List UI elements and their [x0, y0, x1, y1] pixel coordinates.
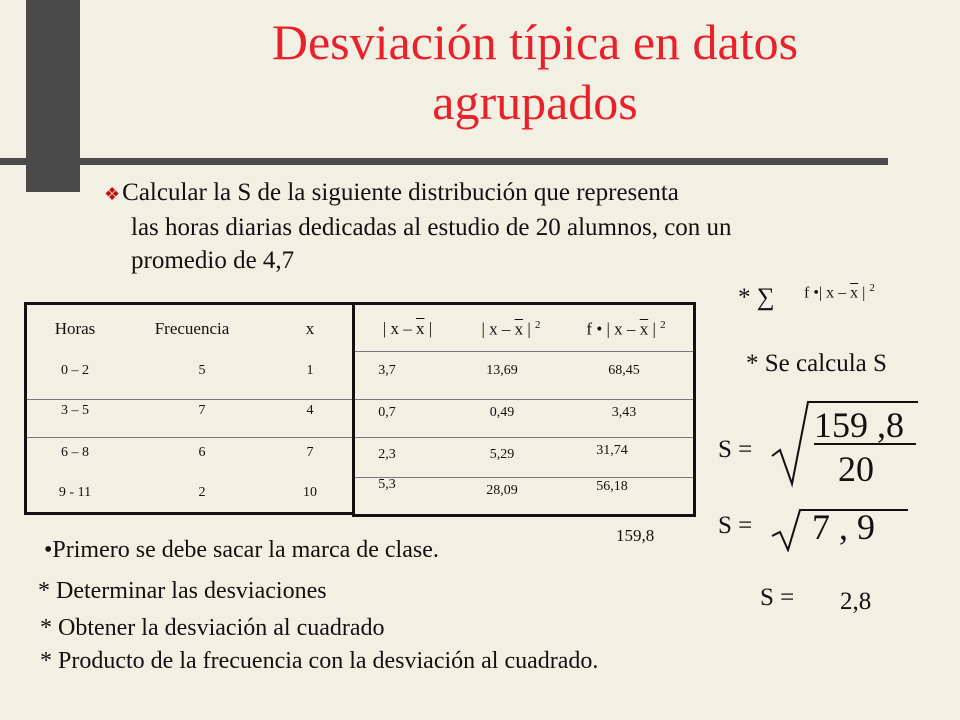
header-horas: Horas	[54, 319, 96, 338]
table-total: 159,8	[616, 526, 655, 545]
table-cell: 13,69	[486, 363, 518, 378]
table-cell: 5,29	[489, 447, 515, 462]
table-cell: 68,45	[608, 363, 640, 378]
table-cell: 6 – 8	[61, 445, 89, 460]
table-cell: 3 – 5	[61, 403, 89, 418]
header-freq-dev-sq: f • | x – $\overline{x}$ | $^2$	[586, 319, 666, 339]
intro-line-1: Calcular la S de la siguiente distribución que representa	[122, 179, 679, 206]
table-cell: 31,74	[596, 443, 628, 458]
table-cell: 4	[306, 403, 314, 418]
slide-title: Desviación típica en datos agrupados	[271, 14, 799, 130]
decorative-rule	[0, 158, 888, 165]
sqrt-value: 7 , 9	[812, 507, 875, 547]
intro-line-3: promedio de 4,7	[131, 247, 295, 274]
intro-line-2: las horas diarias dedicadas al estudio de 20 alumnos, con un	[131, 214, 732, 241]
step-1: •Primero se debe sacar la marca de clase.	[44, 537, 439, 563]
calc-label: * Se calcula S	[746, 350, 887, 377]
right-table	[352, 302, 696, 517]
header-frecuencia: Frecuencia	[154, 319, 230, 338]
table-cell: 56,18	[596, 479, 628, 494]
table-cell: 9 - 11	[58, 485, 92, 500]
s-equals-3: S =	[760, 584, 795, 611]
table-cell: 2,3	[378, 447, 396, 462]
header-x: x	[305, 319, 315, 338]
table-cell: 28,09	[486, 483, 518, 498]
result-value: 2,8	[840, 588, 872, 615]
s-equals-1: S =	[718, 436, 753, 463]
table-cell: 7	[306, 445, 314, 460]
header-abs-dev: | x – $\overline{x}$ |	[382, 319, 433, 338]
table-cell: 6	[198, 445, 206, 460]
table-cell: 0 – 2	[61, 363, 89, 378]
left-table	[24, 302, 355, 515]
s-equals-2: S =	[718, 512, 753, 539]
step-2: * Determinar las desviaciones	[38, 578, 327, 604]
fraction-denominator: 20	[838, 449, 874, 489]
table-cell: 0,49	[489, 405, 515, 420]
table-cell: 5	[198, 363, 206, 378]
intro-text	[104, 176, 944, 277]
sum-prefix: * ∑	[738, 284, 775, 311]
sum-expression: f •| x – $\overline{x}$ | $^2$	[804, 282, 875, 302]
step-3: * Obtener la desviación al cuadrado	[40, 615, 385, 641]
table-cell: 2	[198, 485, 206, 500]
table-cell: 5,3	[378, 477, 396, 492]
table-cell: 1	[306, 363, 314, 378]
diamond-bullet-icon: ❖	[104, 184, 121, 204]
step-4: * Producto de la frecuencia con la desviación al cuadrado.	[40, 648, 599, 674]
fraction-numerator: 159 ,8	[814, 405, 904, 445]
table-cell: 7	[198, 403, 206, 418]
table-cell: 0,7	[378, 405, 396, 420]
header-abs-dev-sq: | x – $\overline{x}$ | $^2$	[481, 319, 541, 339]
table-cell: 3,7	[378, 363, 396, 378]
table-cell: 3,43	[611, 405, 637, 420]
table-cell: 10	[303, 485, 317, 500]
